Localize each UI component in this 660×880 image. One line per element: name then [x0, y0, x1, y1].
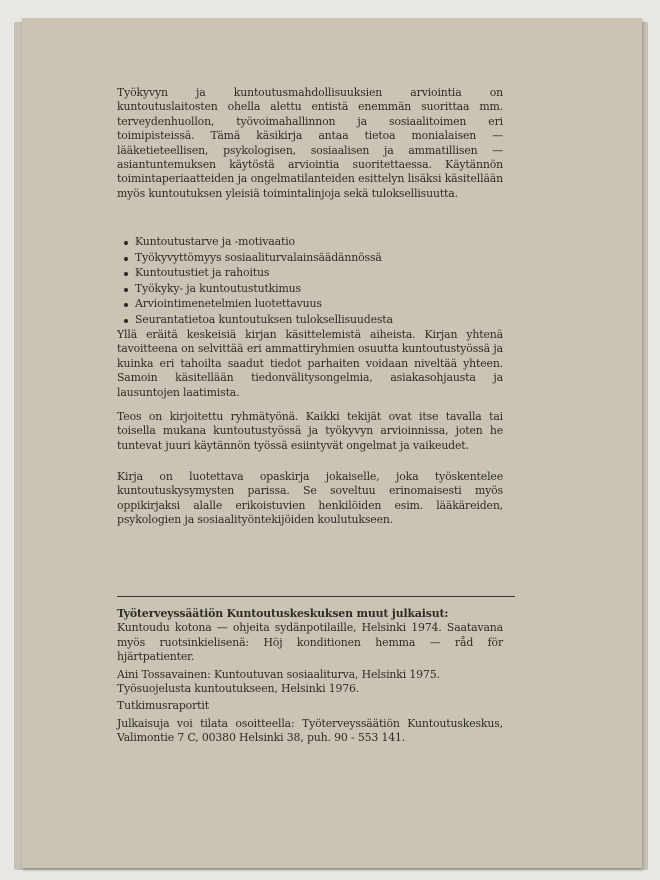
section-divider — [117, 596, 515, 597]
publication-item: Työsuojelusta kuntoutukseen, Helsinki 1976. — [117, 682, 360, 696]
publications-heading: Työterveyssäätiön Kuntoutuskeskuksen muut julkaisut: — [117, 607, 449, 620]
bullet-icon — [124, 319, 128, 323]
summary-paragraph: Yllä eräitä keskeisiä kirjan käsittelemistä aiheista. Kirjan yhtenä tavoitteena on selvittää eri ammattiryhmien osuutta kuntoutustyössä ja kuinka eri tahoilta saadut tiedot parhaiten voidaan niveltää yhteen. Samoin käsitellään tiedonvälitysongelmia, asiakasohjausta ja lausuntojen laatimista. — [117, 328, 503, 399]
audience-paragraph: Kirja on luotettava opaskirja jokaiselle, joka työskentelee kuntoutuskysymysten parissa. Se soveltuu erinomaisesti myös oppikirjaksi alalle erikoistuvien henkilöiden esim. lääkäreiden, psykologien ja sosiaalityöntekijöiden koulutukseen. — [117, 470, 503, 527]
order-info: Julkaisuja voi tilata osoitteella: Työterveyssäätiön Kuntoutuskeskus, Valimontie 7 C, 00380 Helsinki 38, puh. 90 - 553 141. — [117, 716, 503, 745]
topic-list — [117, 235, 503, 328]
topic-item: Kuntoutustarve ja -motivaatio — [117, 235, 503, 251]
topic-item: Seurantatietoa kuntoutuksen tuloksellisuudesta — [117, 313, 503, 329]
bullet-icon — [124, 272, 128, 276]
publication-item: Kuntoudu kotona — ohjeita sydänpotilaille, Helsinki 1974. Saatavana myös ruotsinkielisenä: Höj konditionen hemma — råd för hjärtpatienter. — [117, 621, 503, 664]
publication-item: Tutkimusraportit — [117, 699, 209, 713]
topic-item: Työkyvyttömyys sosiaaliturvalainsäädännössä — [117, 251, 503, 267]
topic-item: Arviointimenetelmien luotettavuus — [117, 297, 503, 313]
topic-item: Työkyky- ja kuntoutustutkimus — [117, 282, 503, 298]
intro-paragraph: Työkyvyn ja kuntoutusmahdollisuuksien arviointia on kuntoutuslaitosten ohella alettu entistä enemmän suorittaa mm. terveydenhuollon, työvoimahallinnon ja sosiaalitoimen eri toimipisteissä. Tämä käsikirja antaa tietoa monialaisen — lääketieteellisen, psykologisen, sosiaalisen ja ammatillisen — asiantuntemuksen käytöstä arviointia suoritettaessa. Käytännön toimintaperiaatteiden ja ongelmatilanteiden esittelyn lisäksi käsitellään myös kuntoutuksen yleisiä toimintalinjoja sekä tuloksellisuutta. — [117, 86, 503, 200]
other-publications — [117, 607, 503, 746]
topic-item: Kuntoutustiet ja rahoitus — [117, 266, 503, 282]
publication-item: Aini Tossavainen: Kuntoutuvan sosiaaliturva, Helsinki 1975. — [117, 667, 440, 681]
bullet-icon — [124, 303, 128, 307]
bullet-icon — [124, 257, 128, 261]
bullet-icon — [124, 241, 128, 245]
authors-paragraph: Teos on kirjoitettu ryhmätyönä. Kaikki tekijät ovat itse tavalla tai toisella mukana kuntoutustyössä ja työkyvyn arvioinnissa, joten he tuntevat juuri käytännön työssä esiintyvät ongelmat ja vaikeudet. — [117, 410, 503, 452]
bullet-icon — [124, 288, 128, 292]
